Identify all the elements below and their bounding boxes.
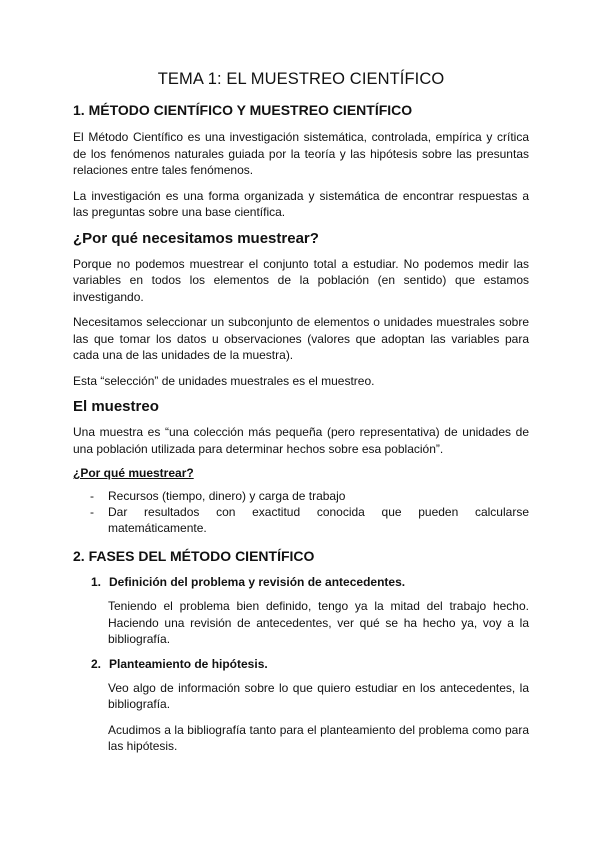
paragraph: Necesitamos seleccionar un subconjunto de elementos o unidades muestrales sobre las que tomar los datos u observaciones (valores que adoptan las variables para cada una de las unidades de la muestra). xyxy=(73,315,529,362)
page-title: TEMA 1: EL MUESTREO CIENTÍFICO xyxy=(157,70,445,88)
phase-body xyxy=(73,680,529,755)
why-sample-subheading: ¿Por qué muestrear? xyxy=(73,466,194,480)
list-item-text: Dar resultados con exactitud conocida que pueden calcularse matemáticamente. xyxy=(108,505,529,535)
paragraph: El Método Científico es una investigación sistemática, controlada, empírica y crítica de los fenómenos naturales guiada por la teoría y las hipótesis sobre las presuntas relaciones entre tales fenómenos. xyxy=(73,130,529,177)
paragraph: Teniendo el problema bien definido, tengo ya la mitad del trabajo hecho. Haciendo una revisión de antecedentes, ver qué se ha hecho ya, voy a la bibliografía. xyxy=(108,599,529,646)
sampling-heading: El muestreo xyxy=(73,398,159,415)
paragraph: Esta “selección” de unidades muestrales es el muestreo. xyxy=(73,373,375,388)
dash-bullet-icon: - xyxy=(90,505,94,519)
why-sample-heading: ¿Por qué necesitamos muestrear? xyxy=(73,229,319,247)
phase-number: 2. xyxy=(91,656,102,671)
list-item-text: Recursos (tiempo, dinero) y carga de trabajo xyxy=(108,489,346,503)
phase-title xyxy=(73,657,529,671)
paragraph: La investigación es una forma organizada y sistemática de encontrar respuestas a las preguntas sobre una base científica. xyxy=(73,188,529,219)
phase-title xyxy=(73,575,529,589)
paragraph: Acudimos a la bibliografía tanto para el planteamiento del problema como para las hipótesis. xyxy=(108,722,529,753)
dash-bullet-icon: - xyxy=(90,489,94,503)
phases-list xyxy=(73,575,529,755)
reasons-list xyxy=(73,488,529,536)
section-2-heading: 2. FASES DEL MÉTODO CIENTÍFICO xyxy=(73,548,315,564)
paragraph: Porque no podemos muestrear el conjunto total a estudiar. No podemos medir las variables en todos los elementos de la población (en sentido) que estamos investigando. xyxy=(73,256,529,304)
phase-number: 1. xyxy=(91,575,102,589)
list-item xyxy=(73,504,529,536)
phase-title-text: Definición del problema y revisión de antecedentes. xyxy=(109,575,406,589)
paragraph: Veo algo de información sobre lo que quiero estudiar en los antecedentes, la bibliografía. xyxy=(108,680,529,711)
phase-item xyxy=(73,657,529,755)
document-page xyxy=(73,70,529,764)
paragraph: Una muestra es “una colección más pequeña (pero representativa) de unidades de una población utilizada para determinar hechos sobre esa población”. xyxy=(73,425,529,456)
phase-item xyxy=(73,575,529,648)
section-1-heading: 1. MÉTODO CIENTÍFICO Y MUESTREO CIENTÍFICO xyxy=(73,102,413,118)
phase-title-text: Planteamiento de hipótesis. xyxy=(109,656,268,671)
list-item xyxy=(73,488,529,504)
phase-body xyxy=(73,598,529,648)
